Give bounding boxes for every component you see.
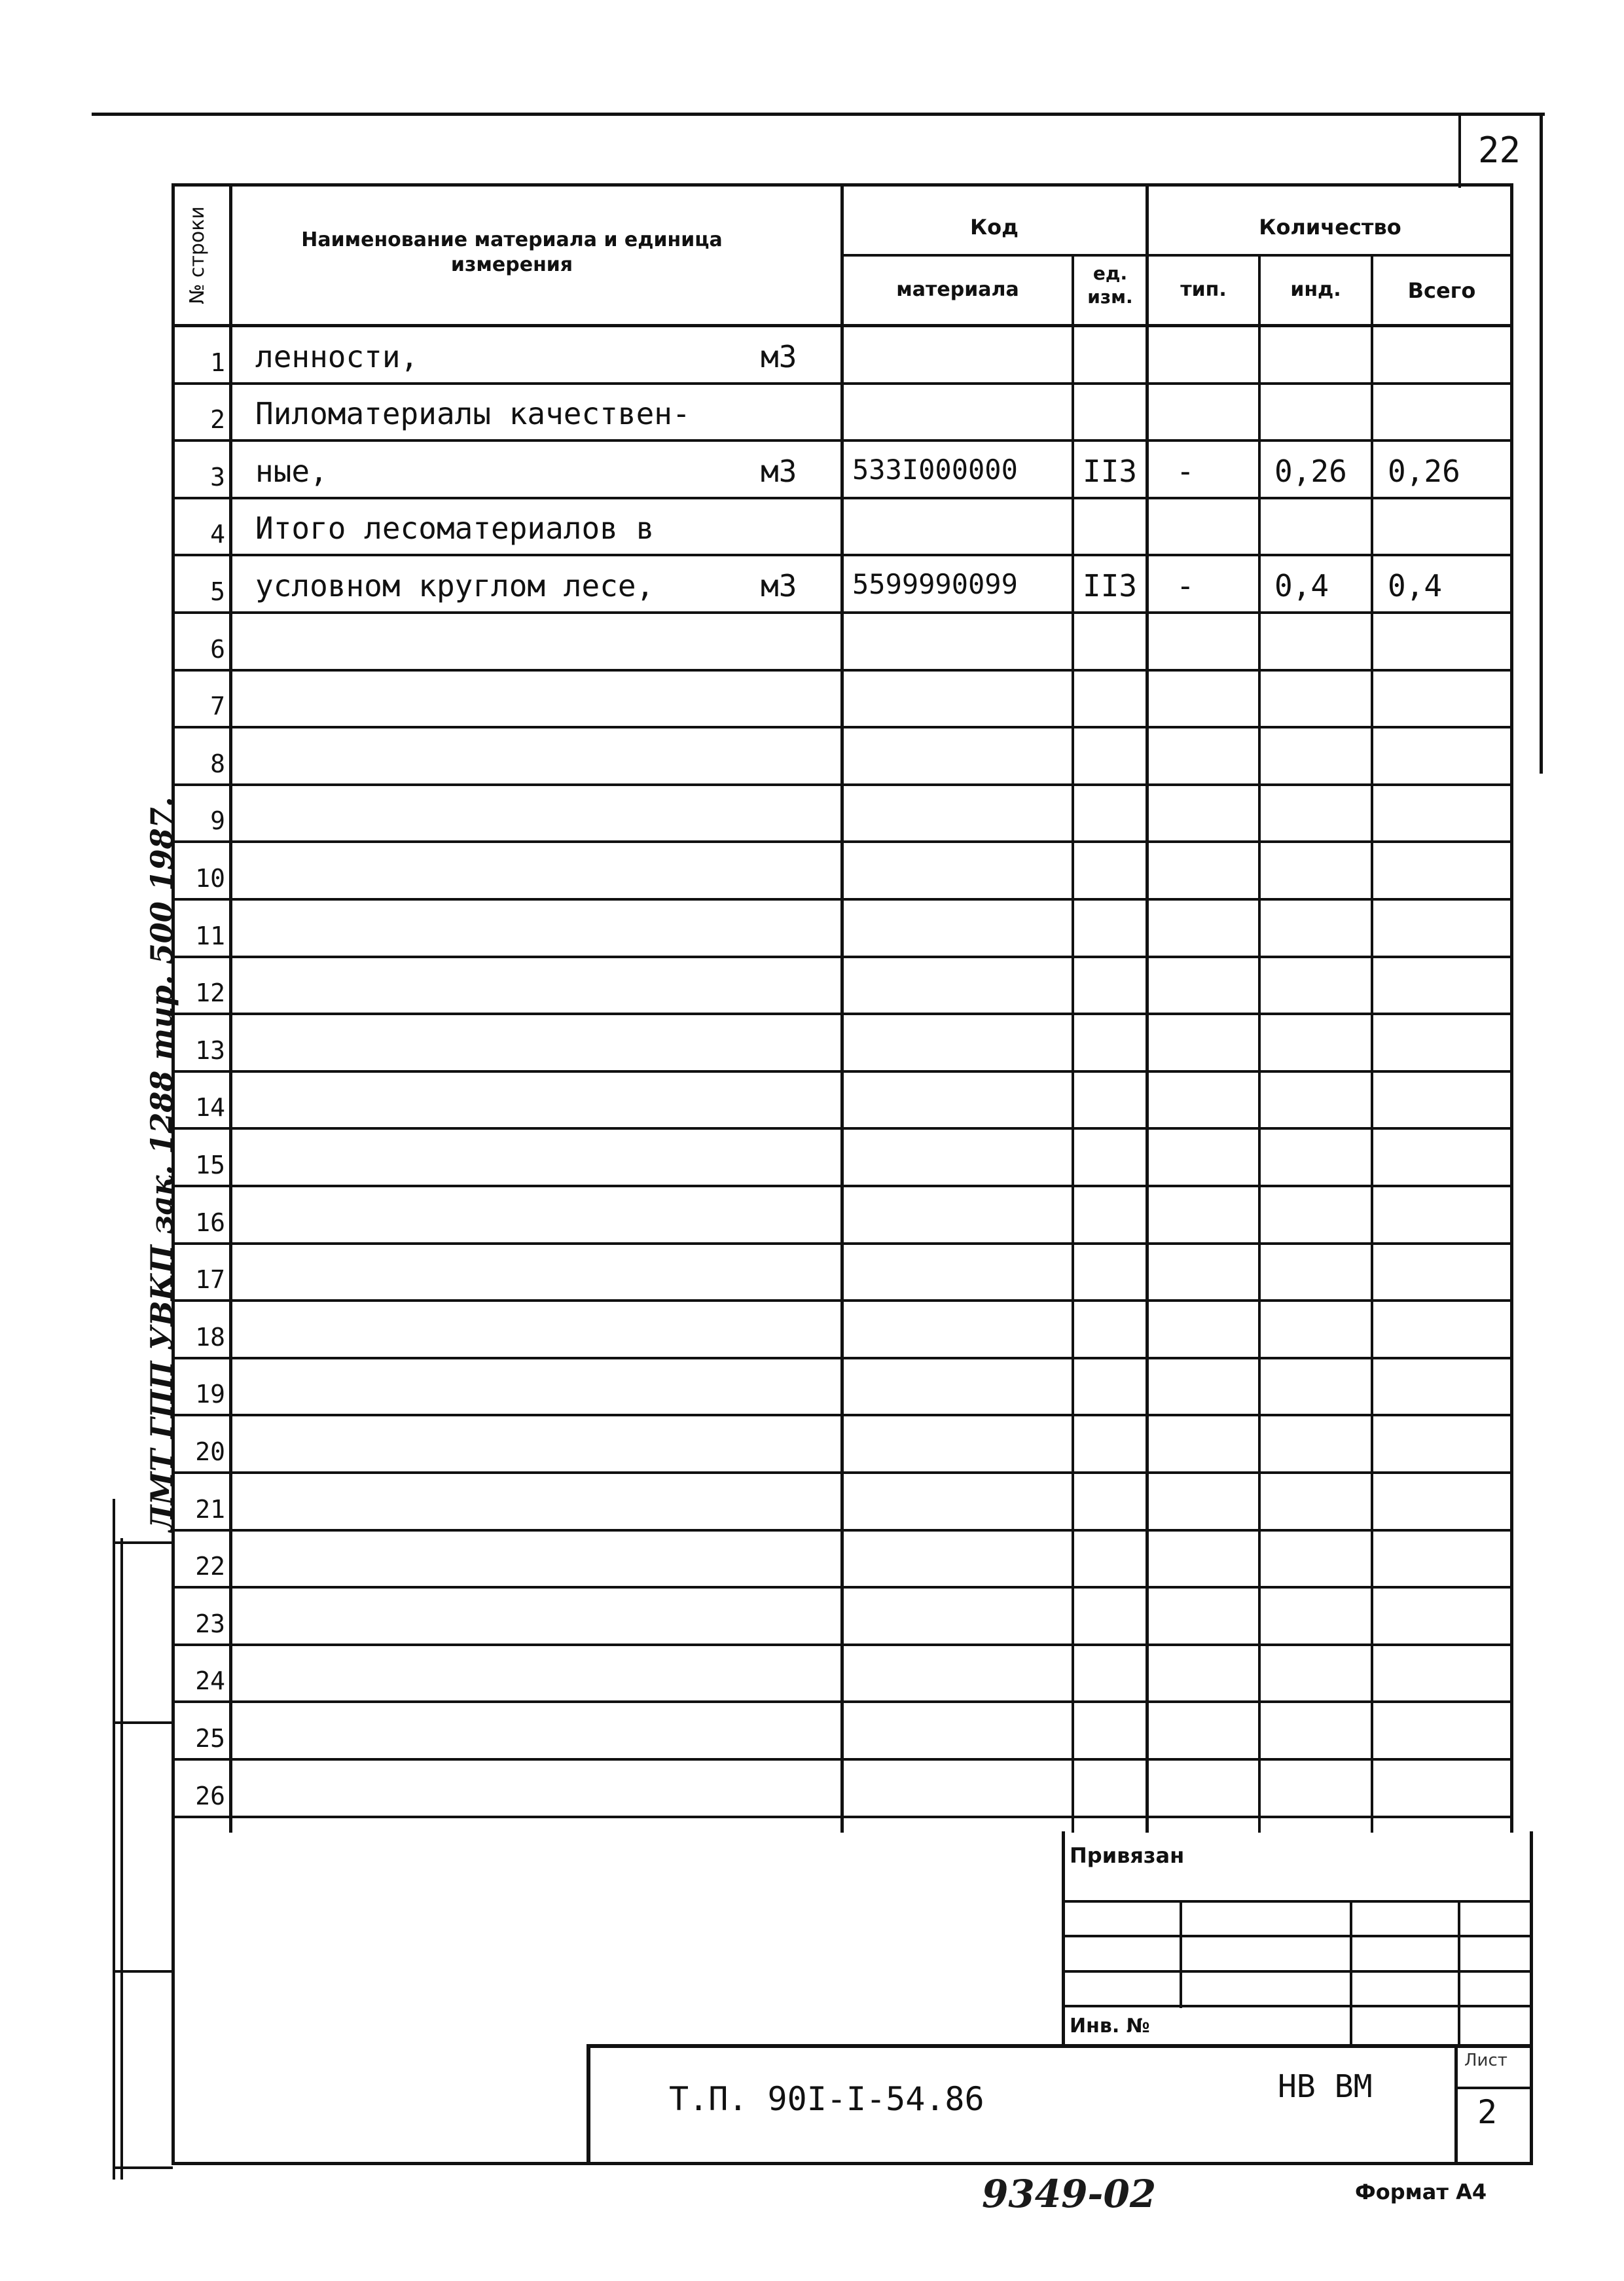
header-material: материала bbox=[896, 278, 1019, 301]
sheet-label: Лист bbox=[1464, 2051, 1507, 2070]
header-name: Наименование материала и единица измерения bbox=[301, 228, 723, 276]
table-row bbox=[171, 1532, 1513, 1589]
table-row bbox=[171, 1245, 1513, 1302]
row-number: 12 bbox=[195, 979, 225, 1008]
row-number: 3 bbox=[210, 462, 225, 492]
row-number: 18 bbox=[195, 1322, 225, 1352]
header-total: Всего bbox=[1407, 278, 1476, 303]
privyazan-label: Привязан bbox=[1070, 1843, 1185, 1868]
row-number: 6 bbox=[210, 634, 225, 664]
table-row bbox=[171, 1015, 1513, 1073]
row-qty-total: 0,4 bbox=[1388, 567, 1443, 603]
table-row bbox=[171, 1703, 1513, 1761]
row-number: 26 bbox=[195, 1781, 225, 1810]
table-row bbox=[171, 1187, 1513, 1245]
table-row bbox=[171, 442, 1513, 499]
row-number: 17 bbox=[195, 1265, 225, 1295]
table-row bbox=[171, 958, 1513, 1016]
row-number: 22 bbox=[195, 1552, 225, 1581]
table-row bbox=[171, 1130, 1513, 1187]
section-code: НВ ВМ bbox=[1278, 2068, 1373, 2105]
table-row bbox=[171, 614, 1513, 672]
row-qty-total: 0,26 bbox=[1388, 453, 1460, 489]
row-number: 15 bbox=[195, 1150, 225, 1179]
page-number-box-left bbox=[1458, 113, 1461, 188]
table-row bbox=[171, 327, 1513, 385]
row-qty-ind: 0,4 bbox=[1274, 567, 1329, 603]
right-border bbox=[1540, 113, 1543, 774]
sheet-number: 2 bbox=[1477, 2093, 1498, 2131]
table-row bbox=[171, 499, 1513, 557]
row-number: 19 bbox=[195, 1380, 225, 1409]
inv-no-label: Инв. № bbox=[1070, 2015, 1150, 2038]
header-code: Код bbox=[970, 215, 1019, 240]
row-number: 20 bbox=[195, 1437, 225, 1466]
table-row bbox=[171, 786, 1513, 844]
table-row bbox=[171, 1474, 1513, 1532]
top-border bbox=[92, 113, 1545, 116]
table-row bbox=[171, 1589, 1513, 1646]
handwritten-number: 9349-02 bbox=[982, 2172, 1157, 2216]
row-number: 7 bbox=[210, 692, 225, 721]
row-qty-typ: - bbox=[1176, 567, 1195, 603]
table-row bbox=[171, 1073, 1513, 1130]
table-row bbox=[171, 843, 1513, 901]
row-qty-typ: - bbox=[1176, 453, 1195, 489]
header-qty: Количество bbox=[1259, 215, 1401, 240]
row-number: 5 bbox=[210, 577, 225, 606]
table-row bbox=[171, 1416, 1513, 1474]
table-row bbox=[171, 1646, 1513, 1704]
table-row bbox=[171, 672, 1513, 729]
table-row bbox=[171, 556, 1513, 614]
row-number: 14 bbox=[195, 1093, 225, 1123]
row-number: 8 bbox=[210, 749, 225, 778]
row-name: условном круглом лесе, bbox=[255, 567, 655, 603]
table-row bbox=[171, 901, 1513, 958]
row-number: 2 bbox=[210, 405, 225, 435]
binding-strip-line bbox=[113, 1499, 115, 2180]
table-row bbox=[171, 385, 1513, 442]
row-unit-code: II3 bbox=[1083, 567, 1138, 603]
row-material-code: 5599990099 bbox=[852, 567, 1018, 600]
row-unit: м3 bbox=[761, 338, 797, 374]
row-number: 23 bbox=[195, 1609, 225, 1638]
print-run-note: ЛМТ ГПП УВКП зак. 1288 тир. 500 1987. bbox=[144, 797, 179, 1532]
table-row bbox=[171, 728, 1513, 786]
table-row bbox=[171, 1302, 1513, 1359]
title-block bbox=[171, 1831, 1533, 2165]
row-number: 11 bbox=[195, 921, 225, 950]
header-unit: ед. изм. bbox=[1087, 262, 1133, 308]
table-row bbox=[171, 1359, 1513, 1417]
row-number: 1 bbox=[210, 348, 225, 377]
row-name: Пиломатериалы качествен- bbox=[255, 396, 691, 432]
row-number: 10 bbox=[195, 863, 225, 893]
row-number: 21 bbox=[195, 1494, 225, 1524]
row-unit: м3 bbox=[761, 453, 797, 489]
row-name: ные, bbox=[255, 453, 328, 489]
page-number: 22 bbox=[1478, 130, 1521, 171]
header-row-no: № строки bbox=[186, 206, 209, 304]
format-label: Формат А4 bbox=[1355, 2180, 1487, 2204]
document-code: Т.П. 90I-I-54.86 bbox=[669, 2080, 984, 2118]
header-typ: тип. bbox=[1180, 278, 1227, 301]
row-number: 16 bbox=[195, 1208, 225, 1237]
row-material-code: 533I000000 bbox=[852, 453, 1018, 486]
materials-table bbox=[171, 183, 1513, 1833]
row-number: 24 bbox=[195, 1666, 225, 1696]
row-number: 9 bbox=[210, 806, 225, 836]
binding-strip-line-2 bbox=[120, 1538, 123, 2180]
header-ind: инд. bbox=[1290, 278, 1341, 301]
row-unit: м3 bbox=[761, 567, 797, 603]
row-number: 13 bbox=[195, 1035, 225, 1065]
row-name: ленности, bbox=[255, 338, 419, 374]
row-name: Итого лесоматериалов в bbox=[255, 511, 655, 547]
table-row bbox=[171, 1761, 1513, 1818]
row-unit-code: II3 bbox=[1083, 453, 1138, 489]
row-number: 25 bbox=[195, 1723, 225, 1753]
row-qty-ind: 0,26 bbox=[1274, 453, 1347, 489]
row-number: 4 bbox=[210, 520, 225, 549]
